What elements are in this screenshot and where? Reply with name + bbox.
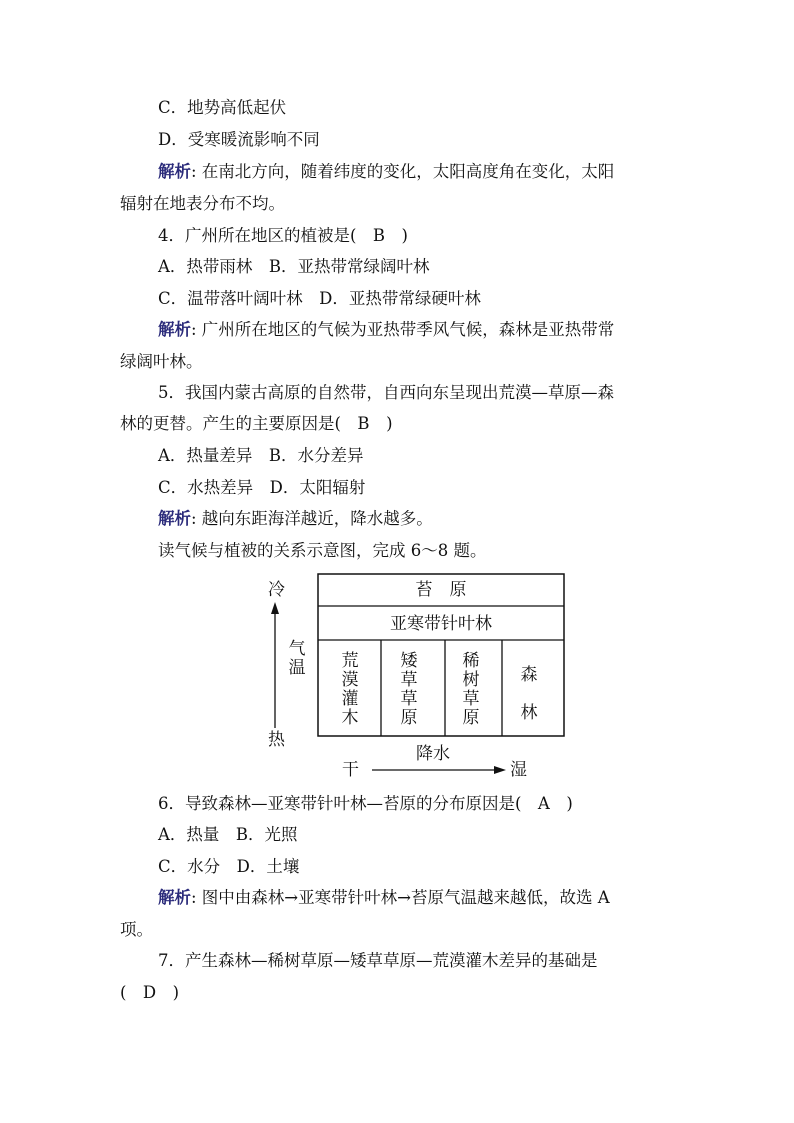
q6-explanation-line2: 项。	[120, 920, 153, 939]
q7-stem-line2: ( D )	[120, 983, 180, 1002]
explanation-text: : 广州所在地区的气候为亚热带季风气候，森林是亚热带常	[191, 320, 615, 339]
q4-options-cd: C．温带落叶阔叶林 D．亚热带常绿硬叶林	[158, 289, 481, 308]
q5-options-ab: A．热量差异 B．水分差异	[158, 446, 364, 465]
q3-explanation-line2: 辐射在地表分布不均。	[120, 194, 285, 213]
explanation-text: : 在南北方向，随着纬度的变化，太阳高度角在变化，太阳	[191, 162, 615, 181]
q3-option-c: C．地势高低起伏	[158, 98, 287, 117]
q4-explanation-line2: 绿阔叶林。	[120, 352, 203, 371]
q3-option-d: D．受寒暖流影响不同	[158, 130, 320, 149]
q5-stem-line2: 林的更替。产生的主要原因是( B )	[120, 414, 393, 433]
diagram-x-right-label: 湿	[510, 760, 527, 780]
explanation-text: : 图中由森林→亚寒带针叶林→苔原气温越来越低，故选 A	[191, 888, 610, 907]
diagram-x-axis-label: 降水	[416, 744, 450, 764]
explanation-label: 解析	[158, 509, 191, 528]
diagram-col-forest: 森 林	[520, 665, 538, 723]
diagram-row-boreal-forest: 亚寒带针叶林	[390, 614, 492, 634]
diagram-col-savanna: 稀 树 草 原	[462, 651, 480, 728]
diagram-y-top-label: 冷	[268, 580, 285, 600]
explanation-label: 解析	[158, 320, 191, 339]
q6-explanation-line1	[158, 888, 610, 908]
q6-options-cd: C．水分 D．土壤	[158, 857, 300, 876]
q7-stem-line1: 7．产生森林—稀树草原—矮草草原—荒漠灌木差异的基础是	[158, 951, 598, 970]
read-diagram-intro: 读气候与植被的关系示意图，完成 6～8 题。	[158, 541, 487, 560]
diagram-col-short-grassland: 矮 草 草 原	[400, 651, 418, 728]
q5-stem-line1: 5．我国内蒙古高原的自然带，自西向东呈现出荒漠—草原—森	[158, 383, 614, 402]
diagram-col-desert-shrub: 荒 漠 灌 木	[341, 651, 359, 728]
diagram-x-left-label: 干	[342, 760, 359, 780]
q6-stem: 6．导致森林—亚寒带针叶林—苔原的分布原因是( A )	[158, 794, 573, 813]
explanation-text: : 越向东距海洋越近，降水越多。	[191, 509, 433, 528]
diagram-y-axis-label: 气 温	[288, 639, 306, 678]
q4-explanation-line1	[158, 320, 614, 340]
diagram-row-tundra: 苔 原	[415, 580, 467, 600]
explanation-label: 解析	[158, 162, 191, 181]
q4-stem: 4．广州所在地区的植被是( B )	[158, 226, 408, 245]
q3-explanation-line1	[158, 162, 614, 182]
explanation-label: 解析	[158, 888, 191, 907]
q4-options-ab: A．热带雨林 B．亚热带常绿阔叶林	[158, 257, 430, 276]
q6-options-ab: A．热量 B．光照	[158, 825, 298, 844]
q5-explanation	[158, 509, 433, 529]
climate-vegetation-diagram	[262, 572, 572, 782]
q5-options-cd: C．水热差异 D．太阳辐射	[158, 478, 366, 497]
diagram-y-bottom-label: 热	[268, 730, 285, 750]
